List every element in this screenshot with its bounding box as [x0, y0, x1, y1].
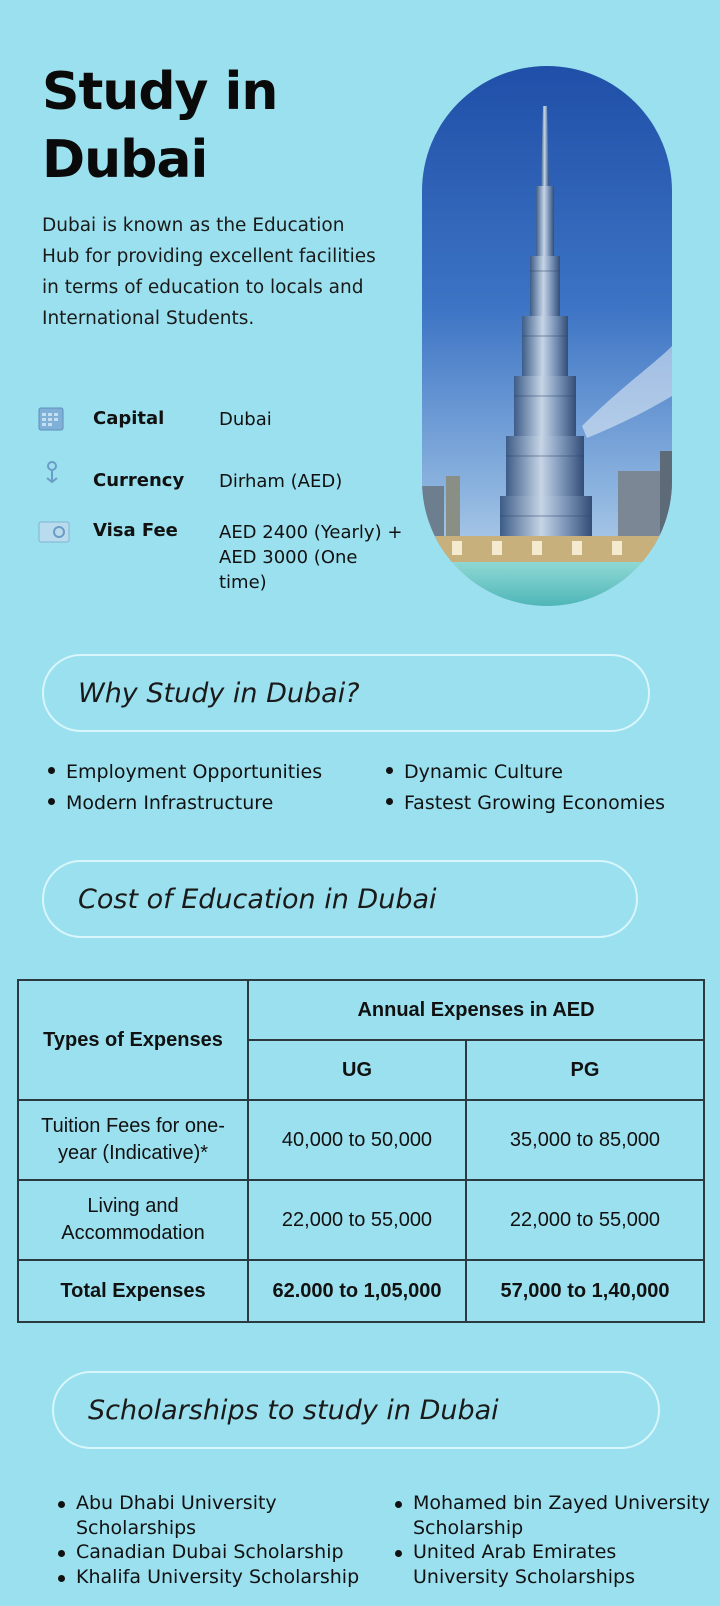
col-pg-header: PG: [466, 1040, 704, 1100]
capital-value: Dubai: [219, 409, 272, 430]
why-list-left: [44, 757, 374, 819]
ug-cell: 22,000 to 55,000: [248, 1180, 466, 1260]
table-row: [18, 1100, 704, 1180]
table-row: [18, 1260, 704, 1322]
currency-icon: [44, 458, 72, 484]
pg-cell: 57,000 to 1,40,000: [466, 1260, 704, 1322]
visa-fee-label: Visa Fee: [93, 520, 178, 541]
expense-type-cell: Tuition Fees for one-year (Indicative)*: [18, 1100, 248, 1180]
list-item: Canadian Dubai Scholarship: [54, 1540, 384, 1565]
col-ug-header: UG: [248, 1040, 466, 1100]
visa-fee-value: AED 2400 (Yearly) + AED 3000 (One time): [219, 522, 403, 593]
ug-cell: 62.000 to 1,05,000: [248, 1260, 466, 1322]
list-item: United Arab Emirates University Scholarships: [391, 1540, 711, 1589]
list-item: Employment Opportunities: [44, 757, 374, 788]
scholarships-heading: Scholarships to study in Dubai: [52, 1371, 660, 1449]
list-item: Fastest Growing Economies: [382, 788, 712, 819]
burj-khalifa-image: [422, 66, 672, 606]
ug-cell: 40,000 to 50,000: [248, 1100, 466, 1180]
table-row: [18, 1180, 704, 1260]
scholarship-list-left: [54, 1491, 384, 1589]
cost-table: [17, 979, 705, 1323]
list-item: Mohamed bin Zayed University Scholarship: [391, 1491, 711, 1540]
title-line-1: Study in: [42, 62, 278, 122]
list-item: Abu Dhabi University Scholarships: [54, 1491, 384, 1540]
list-item: Khalifa University Scholarship: [54, 1565, 384, 1590]
col-annual-header: Annual Expenses in AED: [248, 980, 704, 1040]
pg-cell: 35,000 to 85,000: [466, 1100, 704, 1180]
why-study-heading: Why Study in Dubai?: [42, 654, 650, 732]
col-types-header: Types of Expenses: [18, 980, 248, 1100]
currency-value: Dirham (AED): [219, 471, 343, 492]
list-item: Modern Infrastructure: [44, 788, 374, 819]
capital-label: Capital: [93, 408, 165, 429]
calendar-icon: [38, 406, 66, 432]
pg-cell: 22,000 to 55,000: [466, 1180, 704, 1260]
intro-text: Dubai is known as the Education Hub for providing excellent facilities in terms of education to locals and International Students.: [42, 215, 376, 329]
expense-type-cell: Total Expenses: [18, 1260, 248, 1322]
title-line-2: Dubai: [42, 130, 208, 190]
table-header-row: [18, 980, 704, 1040]
expense-type-cell: Living and Accommodation: [18, 1180, 248, 1260]
cost-heading: Cost of Education in Dubai: [42, 860, 638, 938]
currency-label: Currency: [93, 470, 185, 491]
why-list-right: [382, 757, 712, 819]
visa-icon: [38, 520, 70, 546]
list-item: Dynamic Culture: [382, 757, 712, 788]
page-title: [42, 58, 372, 194]
scholarship-list-right: [391, 1491, 711, 1589]
